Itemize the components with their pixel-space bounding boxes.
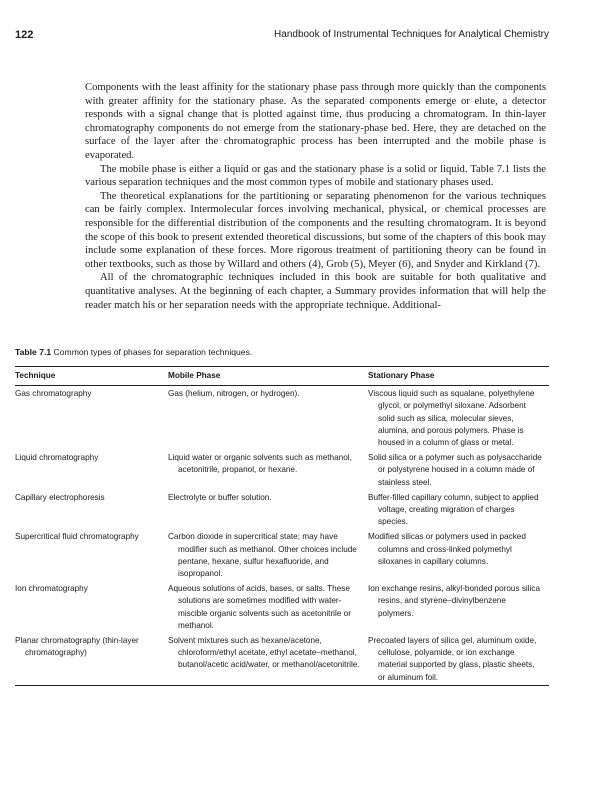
column-header-mobile-phase: Mobile Phase bbox=[168, 367, 368, 386]
cell-mobile-phase: Carbon dioxide in supercritical state; may have modifier such as methanol. Other choices include pentane, hexane, sulfur hexafluoride, and isopropanol. bbox=[168, 532, 357, 579]
running-header bbox=[15, 29, 549, 43]
cell-technique: Planar chromatography (thin-layer chromatography) bbox=[15, 633, 168, 685]
body-text bbox=[85, 81, 546, 312]
cell-mobile-phase: Solvent mixtures such as hexane/acetone, chloroform/ethyl acetate, ethyl acetate–methanol, butanol/acetic acid/water, or methanol/acetonitrile. bbox=[168, 633, 368, 685]
table-row bbox=[15, 529, 549, 581]
cell-stationary-phase: Precoated layers of silica gel, aluminum oxide, cellulose, polyamide, or ion exchange material supported by glass, plastic sheets, or aluminum foil. bbox=[368, 633, 549, 685]
table-row bbox=[15, 490, 549, 530]
table-row bbox=[15, 633, 549, 685]
table-row bbox=[15, 450, 549, 490]
cell-technique: Liquid chromatography bbox=[15, 453, 99, 463]
paragraph: Components with the least affinity for the stationary phase pass through more quickly than the components with greater affinity for the stationary phase. As the separated components emerge or elute, a detector responds with a signal change that is plotted against time, thus producing a chromatogram. In thin-layer chromatography components do not emerge from the stationary-phase bed. Here, they are detached on the surface of the layer after the chromatographic process has been interrupted and the mobile phase is evaporated. bbox=[85, 82, 546, 161]
cell-stationary-phase: Viscous liquid such as squalane, polyethylene glycol, or polymethyl siloxane. Adsorbent solid such as silica, molecular sieves, alumina, and porous polymers. Phase is housed in a column of glass or metal. bbox=[368, 389, 535, 448]
page-number: 122 bbox=[15, 29, 34, 41]
cell-technique: Capillary electrophoresis bbox=[15, 492, 105, 502]
cell-mobile-phase: Electrolyte or buffer solution. bbox=[168, 492, 272, 502]
cell-technique: Gas chromatography bbox=[15, 389, 92, 399]
cell-stationary-phase: Solid silica or a polymer such as polysaccharide or polystyrene housed in a column made of stainless steel. bbox=[368, 453, 542, 487]
table-caption-text: Common types of phases for separation techniques. bbox=[53, 347, 253, 357]
column-header-technique: Technique bbox=[15, 367, 168, 386]
paragraph: The theoretical explanations for the partitioning or separating phenomenon for the various techniques can be fairly complex. Intermolecular forces involving mechanical, physical, or chemical processes are responsible for the differential distribution of the components and the resulting chromatogram. It is beyond the scope of this book to present extended theoretical discussions, but some of the chapters of this book may include some explanation of these forces. More rigorous treatment of partitioning theory can be found in other textbooks, such as those by Willard and others (4), Grob (5), Meyer (6), and Snyder and Kirkland (7). bbox=[85, 190, 546, 270]
table-caption-label: Table 7.1 bbox=[15, 347, 52, 357]
cell-stationary-phase: Ion exchange resins, alkyl-bonded porous silica resins, and styrene–divinylbenzene polymers. bbox=[368, 584, 541, 618]
table-caption bbox=[15, 347, 252, 357]
table-row bbox=[15, 386, 549, 451]
phases-table bbox=[15, 366, 549, 686]
paragraph: All of the chromatographic techniques included in this book are suitable for both qualitative and quantitative analyses. At the beginning of each chapter, a Summary provides information that will help the reader match his or her separation needs with the appropriate technique. Additional- bbox=[85, 272, 546, 311]
paragraph: The mobile phase is either a liquid or gas and the stationary phase is a solid or liquid. Table 7.1 lists the various separation techniques and the most common types of mobile and stationary phases used. bbox=[85, 163, 546, 189]
cell-mobile-phase: Aqueous solutions of acids, bases, or salts. These solutions are sometimes modified with water-miscible organic solvents such as acetonitrile or methanol. bbox=[168, 584, 351, 630]
table-header-row bbox=[15, 367, 549, 386]
cell-mobile-phase: Gas (helium, nitrogen, or hydrogen). bbox=[168, 389, 300, 399]
table-row bbox=[15, 581, 549, 633]
cell-stationary-phase: Modified silicas or polymers used in packed columns and cross-linked polymethyl siloxanes in capillary columns. bbox=[368, 532, 526, 566]
cell-stationary-phase: Buffer-filled capillary column, subject to applied voltage, creating migration of charges species. bbox=[368, 492, 539, 527]
cell-mobile-phase: Liquid water or organic solvents such as methanol, acetonitrile, propanol, or hexane. bbox=[168, 453, 352, 475]
column-header-stationary-phase: Stationary Phase bbox=[368, 367, 549, 386]
cell-technique: Ion chromatography bbox=[15, 584, 88, 594]
running-title: Handbook of Instrumental Techniques for Analytical Chemistry bbox=[274, 29, 549, 40]
cell-technique: Supercritical fluid chromatography bbox=[15, 532, 139, 542]
